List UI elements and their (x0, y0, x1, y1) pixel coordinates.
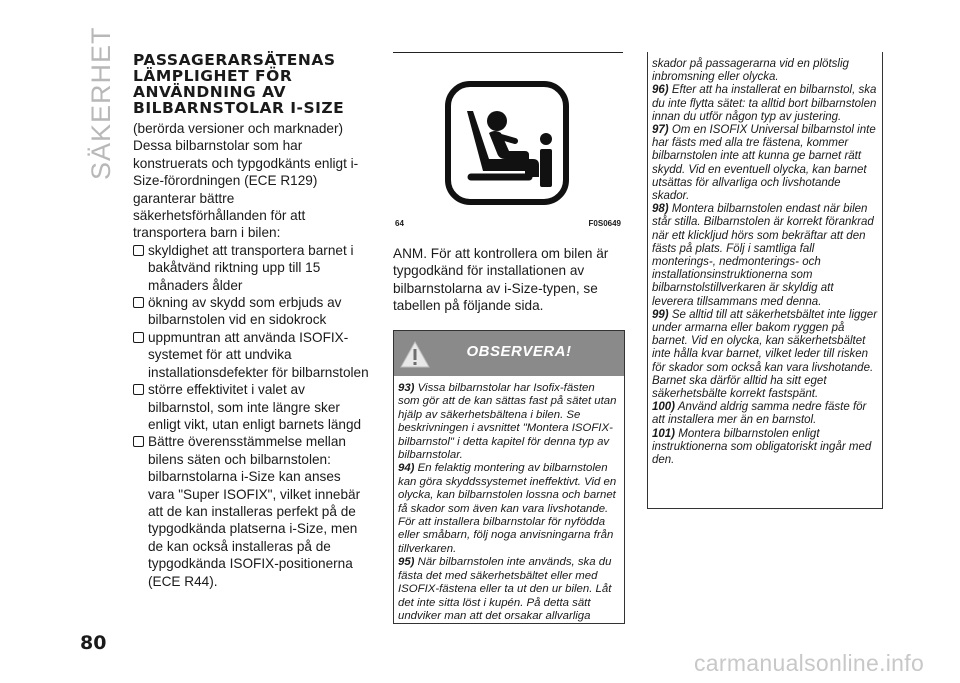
checkbox-bullet-icon (133, 436, 144, 447)
checkbox-bullet-icon (133, 297, 144, 308)
warning-item: 99) Se alltid till att säkerhetsbältet inte ligger under armarna eller bakom ryggen på barnet. Vid en olycka, kan säkerhetsbältet inte hålla kvar barnet, vilket leder till risken för skador som också kan vara livshotande. Barnet ska därför alltid ha sitt eget säkerhetsbälte korrekt fastspänt. (652, 308, 878, 401)
warning-item: 96) Efter att ha installerat en bilbarnstol, ska du inte flytta sätet: ta alltid bort bilbarnstolen innan du utför någon typ av justering. (652, 84, 877, 123)
page-number: 80 (80, 632, 107, 654)
bullet-item: skyldighet att transportera barnet i bakåtvänd riktning upp till 15 månaders ålder (133, 242, 369, 294)
warning-item: 100) Använd aldrig samma nedre fäste för att installera mer än en barnstol. (652, 401, 867, 427)
warning-item: 97) Om en ISOFIX Universal bilbarnstol inte har fästs med alla tre fästena, kommer bilbarnstolen inte att kunna ge barnet rätt skydd. Vid en eventuell olycka, kan barnet utsättas för allvarliga och livshotande skador. (652, 124, 876, 203)
heading-line: LÄMPLIGHET FÖR (133, 67, 293, 85)
warning-title: OBSERVERA! (466, 343, 572, 360)
bullet-item: större effektivitet i valet av bilbarnstol, som inte längre sker enligt vikt, utan enligt barnets längd (133, 381, 369, 433)
heading-line: BILBARNSTOLAR I-SIZE (133, 99, 345, 117)
bullet-item: Bättre överensstämmelse mellan bilens säten och bilbarnstolen: bilbarnstolarna i-Size kan anses vara "Super ISOFIX", vilket innebär att de kan installeras perfekt på de typgodkända platserna i-Size, men de kan också installeras på de typgodkända ISOFIX-positionerna (ECE R44). (133, 433, 369, 590)
warning-item: 93) Vissa bilbarnstolar har Isofix-fästen som gör att de kan sättas fast på sätet utan hjälp av säkerhetsbältena i bilen. Se beskrivningen i avsnittet "Montera ISOFIX-bilbarnstol" i detta kapitel för denna typ av bilbarnstolar. (398, 382, 617, 462)
warning-item: 101) Montera bilbarnstolen enligt instruktionerna som obligatoriskt ingår med den. (652, 427, 872, 467)
warning-box (393, 330, 625, 624)
figure-code: F0S0649 (588, 219, 621, 228)
checkbox-bullet-icon (133, 245, 144, 256)
checkbox-bullet-icon (133, 332, 144, 343)
heading-line: ANVÄNDNING AV (133, 83, 287, 101)
figure-column (393, 52, 623, 315)
section-tab: SÄKERHET (86, 26, 116, 180)
warning-body (394, 376, 624, 623)
warning-item: 94) En felaktig montering av bilbarnstolen kan göra skyddssystemet ineffektivt. Vid en olycka, kan bilbarnstolen lossna och barnet få skador som även kan vara livshotande. För att installera bilbarnstolar för nyfödda eller småbarn, följ noga anvisningarna från tillverkaren. (398, 462, 617, 555)
warning-continuation (647, 52, 883, 509)
checkbox-bullet-icon (133, 384, 144, 395)
note-paragraph: ANM. För att kontrollera om bilen är typgodkänd för installationen av bilbarnstolarna av i-Size-typen, se tabellen på följande sida. (393, 246, 609, 314)
bullet-item: uppmuntran att använda ISOFIX-systemet för att undvika installationsdefekter för bilbarnstolen (133, 329, 369, 381)
figure-number: 64 (395, 219, 404, 228)
intro-paragraph: (berörda versioner och marknader) Dessa bilbarnstolar som har konstruerats och typgodkänts enligt i-Size-förordningen (ECE R129) garanterar bättre säkerhetsförhållanden för att transportera barn i bilen: (133, 121, 359, 241)
figure-64 (393, 52, 623, 228)
warning-item: 98) Montera bilbarnstolen endast när bilen står stilla. Bilbarnstolen är korrekt förankrad när ett klickljud hörs som bekräftar att den fästs på plats. Följ i samtliga fall monterings-, nedmonterings- och installationsinstruktionerna som bilbarnstolstillverkaren är skyldig att leverera tillsammans med denna. (652, 203, 874, 308)
section-heading (133, 52, 369, 116)
isize-child-seat-icon (445, 81, 569, 205)
heading-line: PASSAGERARSÄTENAS (133, 51, 336, 69)
warning-header (394, 331, 624, 376)
watermark: carmanualsonline.info (694, 650, 925, 676)
bullet-item: ökning av skydd som erbjuds av bilbarnstolen vid en sidokrock (133, 294, 369, 329)
main-column (133, 52, 369, 590)
warning-continued-text: skador på passagerarna vid en plötslig inbromsning eller olycka. (652, 58, 849, 84)
warning-item: 95) När bilbarnstolen inte används, ska du fästa det med säkerhetsbältet eller med ISOFIX-fästena eller ta ut den ur bilen. Låt det inte sitta löst i kupén. På detta sätt undviker man att det orsakar allvarliga (398, 556, 612, 622)
